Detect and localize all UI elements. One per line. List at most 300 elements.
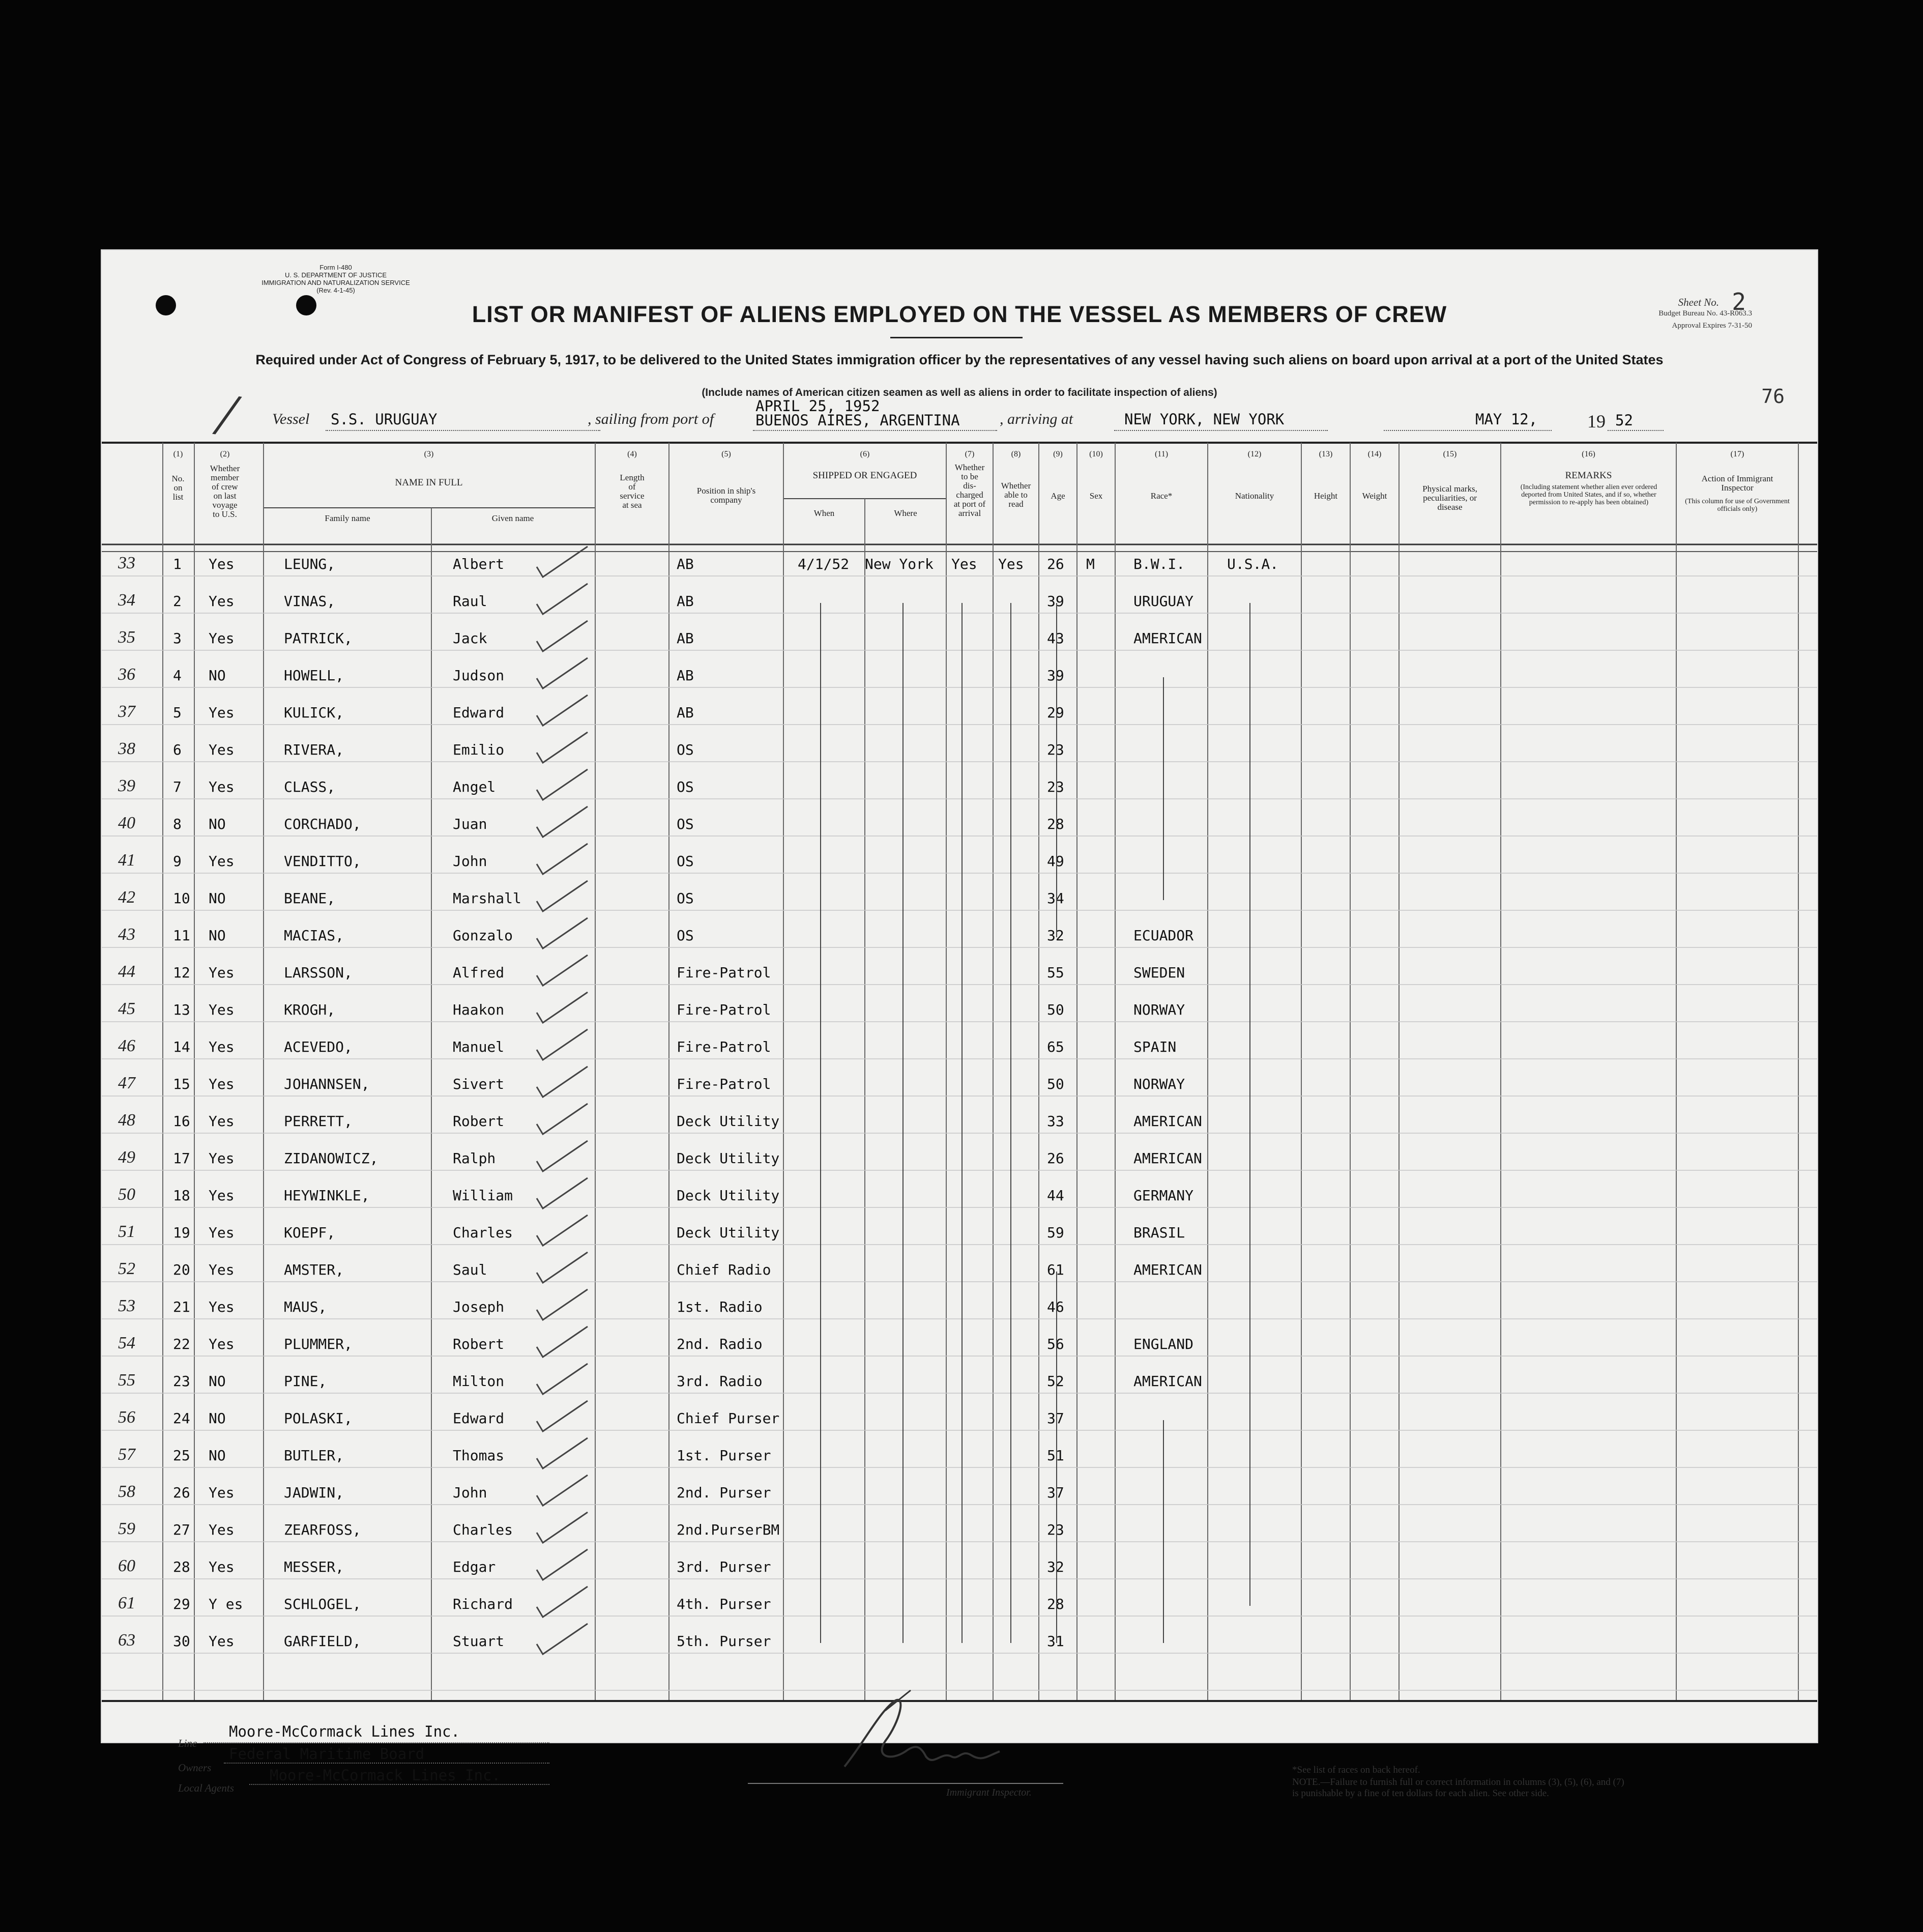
race: SWEDEN	[1133, 964, 1185, 981]
row-number: 11	[173, 927, 190, 944]
row-number: 26	[173, 1484, 190, 1501]
family-name: RIVERA,	[284, 741, 344, 758]
row-number: 9	[173, 853, 182, 870]
row-number: 25	[173, 1447, 190, 1464]
col-17-note: (This column for use of Government officials only)	[1685, 498, 1790, 513]
shipped-when: 4/1/52	[798, 556, 850, 572]
title-underline	[890, 337, 1023, 338]
position: Chief Purser	[677, 1410, 780, 1427]
position: Deck Utility	[677, 1150, 780, 1167]
ditto-mark	[1163, 677, 1164, 900]
given-name: Albert	[453, 556, 505, 572]
arriving-label: , arriving at	[1000, 411, 1073, 427]
previous-voyage: Yes	[209, 1039, 235, 1055]
col-4-number: (4)	[627, 450, 637, 458]
previous-voyage: NO	[209, 1410, 226, 1427]
row-margin-number: 35	[118, 628, 135, 647]
year-prefix: 19	[1587, 411, 1606, 431]
given-name: Alfred	[453, 964, 505, 981]
position: Deck Utility	[677, 1224, 780, 1241]
col-12-header: Nationality	[1235, 491, 1274, 501]
col-17-number: (17)	[1730, 450, 1744, 458]
previous-voyage: Y es	[209, 1596, 243, 1612]
row-number: 15	[173, 1076, 190, 1092]
col-9-header: Age	[1051, 491, 1065, 501]
row-margin-number: 42	[118, 888, 135, 907]
family-name: AMSTER,	[284, 1261, 344, 1278]
position: 5th. Purser	[677, 1633, 771, 1650]
col-1-number: (1)	[173, 450, 183, 458]
col-15-header: Physical marks, peculiarities, or disease	[1422, 484, 1477, 512]
family-name: PINE,	[284, 1373, 327, 1390]
row-margin-number: 52	[118, 1259, 135, 1278]
given-name: Sivert	[453, 1076, 505, 1092]
races-note: *See list of races on back hereof.	[1292, 1765, 1420, 1775]
row-margin-number: 63	[118, 1631, 135, 1650]
family-name: JOHANNSEN,	[284, 1076, 370, 1092]
row-margin-number: 49	[118, 1148, 135, 1167]
given-name: Stuart	[453, 1633, 505, 1650]
race: B.W.I.	[1133, 556, 1185, 572]
stamp-number: 76	[1761, 385, 1785, 408]
position: AB	[677, 556, 694, 572]
family-name: PLUMMER,	[284, 1336, 353, 1352]
owners-label: Owners	[178, 1762, 212, 1774]
position: OS	[677, 890, 694, 907]
position: OS	[677, 927, 694, 944]
age: 65	[1047, 1039, 1064, 1055]
col-8-header: Whether able to read	[1001, 481, 1031, 509]
row-number: 13	[173, 1001, 190, 1018]
row-number: 28	[173, 1559, 190, 1575]
row-number: 21	[173, 1299, 190, 1315]
col-7-header: Whether to be dis- charged at port of arrival	[953, 463, 986, 518]
previous-voyage: Yes	[209, 964, 235, 981]
row-margin-number: 39	[118, 776, 135, 795]
year-underline	[1608, 430, 1664, 431]
age: 23	[1047, 778, 1064, 795]
age: 28	[1047, 1596, 1064, 1612]
row-number: 10	[173, 890, 190, 907]
family-name: CLASS,	[284, 778, 336, 795]
row-number: 5	[173, 704, 182, 721]
age: 61	[1047, 1261, 1064, 1278]
previous-voyage: Yes	[209, 853, 235, 870]
given-name: Thomas	[453, 1447, 505, 1464]
col-7-number: (7)	[965, 450, 975, 458]
row-margin-number: 45	[118, 999, 135, 1018]
previous-voyage: Yes	[209, 1001, 235, 1018]
manifest-page	[101, 249, 1818, 1799]
race: ECUADOR	[1133, 927, 1194, 944]
col-17-header: Action of Immigrant Inspector	[1701, 474, 1773, 493]
table-rules	[102, 443, 1817, 1702]
row-margin-number: 56	[118, 1408, 135, 1427]
nationality: U.S.A.	[1227, 556, 1279, 572]
previous-voyage: NO	[209, 816, 226, 832]
given-name: William	[453, 1187, 513, 1204]
age: 44	[1047, 1187, 1064, 1204]
family-name: JADWIN,	[284, 1484, 344, 1501]
age: 26	[1047, 1150, 1064, 1167]
col-3-number: (3)	[424, 450, 434, 458]
col-1-header: No. on list	[171, 474, 185, 502]
row-number: 22	[173, 1336, 190, 1352]
given-name: Emilio	[453, 741, 505, 758]
family-name: KOEPF,	[284, 1224, 336, 1241]
given-name: Marshall	[453, 890, 521, 907]
previous-voyage: NO	[209, 927, 226, 944]
ditto-mark	[820, 603, 821, 1643]
previous-voyage: NO	[209, 1373, 226, 1390]
row-margin-number: 33	[118, 554, 135, 572]
family-name: GARFIELD,	[284, 1633, 361, 1650]
previous-voyage: NO	[209, 890, 226, 907]
vessel-label: Vessel	[272, 411, 310, 427]
row-number: 19	[173, 1224, 190, 1241]
position: AB	[677, 630, 694, 647]
previous-voyage: Yes	[209, 778, 235, 795]
age: 23	[1047, 741, 1064, 758]
position: 1st. Purser	[677, 1447, 771, 1464]
age: 55	[1047, 964, 1064, 981]
family-name: SCHLOGEL,	[284, 1596, 361, 1612]
row-margin-number: 40	[118, 814, 135, 832]
age: 51	[1047, 1447, 1064, 1464]
row-margin-number: 58	[118, 1482, 135, 1501]
family-name: HOWELL,	[284, 667, 344, 684]
given-name: Edward	[453, 1410, 505, 1427]
row-margin-number: 53	[118, 1296, 135, 1315]
col-13-header: Height	[1314, 491, 1338, 501]
age: 37	[1047, 1484, 1064, 1501]
previous-voyage: Yes	[209, 1113, 235, 1130]
form-number: Form I-480 U. S. DEPARTMENT OF JUSTICE IMMIGRATION AND NATURALIZATION SERVICE (Rev. 4-1-45)	[261, 264, 410, 294]
position: AB	[677, 704, 694, 721]
row-number: 17	[173, 1150, 190, 1167]
previous-voyage: Yes	[209, 1224, 235, 1241]
race: ENGLAND	[1133, 1336, 1194, 1352]
row-margin-number: 48	[118, 1111, 135, 1130]
sail-date: APRIL 25, 1952	[755, 397, 880, 415]
col-2-header: Whether member of crew on last voyage to U.S.	[210, 464, 240, 519]
col-11-number: (11)	[1154, 450, 1169, 458]
row-number: 3	[173, 630, 182, 647]
family-name: MESSER,	[284, 1559, 344, 1575]
given-name: Juan	[453, 816, 487, 832]
age: 46	[1047, 1299, 1064, 1315]
able-to-read: Yes	[998, 556, 1024, 572]
inspector-signature	[824, 1680, 1028, 1782]
row-margin-number: 60	[118, 1556, 135, 1575]
given-name: Charles	[453, 1224, 513, 1241]
row-margin-number: 57	[118, 1445, 135, 1464]
family-name: PERRETT,	[284, 1113, 353, 1130]
row-number: 12	[173, 964, 190, 981]
given-name: John	[453, 1484, 487, 1501]
col-4-header: Length of service at sea	[620, 473, 645, 510]
row-margin-number: 41	[118, 851, 135, 870]
given-name: Jack	[453, 630, 487, 647]
position: Deck Utility	[677, 1187, 780, 1204]
ditto-mark	[1163, 1420, 1164, 1643]
race: AMERICAN	[1133, 1150, 1202, 1167]
col-6-header: SHIPPED OR ENGAGED	[812, 470, 917, 481]
position: 3rd. Radio	[677, 1373, 763, 1390]
page-subtitle: Required under Act of Congress of February 5, 1917, to be delivered to the United States immigration officer by the representatives of any vessel having such aliens on board upon arrival at a port of the United States	[255, 352, 1664, 367]
position: Fire-Patrol	[677, 1001, 771, 1018]
previous-voyage: Yes	[209, 630, 235, 647]
previous-voyage: Yes	[209, 1261, 235, 1278]
position: 2nd.PurserBM	[677, 1521, 780, 1538]
previous-voyage: Yes	[209, 1633, 235, 1650]
col-3a-header: Family name	[325, 513, 370, 523]
given-name: Saul	[453, 1261, 487, 1278]
previous-voyage: Yes	[209, 741, 235, 758]
col-10-number: (10)	[1089, 450, 1103, 458]
family-name: ACEVEDO,	[284, 1039, 353, 1055]
line-underline	[203, 1742, 549, 1743]
family-name: LEUNG,	[284, 556, 336, 572]
col-16-number: (16)	[1582, 450, 1595, 458]
ditto-mark	[1056, 1272, 1057, 1643]
vessel-line	[102, 397, 1817, 436]
previous-voyage: Yes	[209, 1150, 235, 1167]
age: 26	[1047, 556, 1064, 572]
shipped-where: New York	[865, 556, 934, 572]
given-name: Manuel	[453, 1039, 505, 1055]
age: 50	[1047, 1001, 1064, 1018]
age: 56	[1047, 1336, 1064, 1352]
position: Fire-Patrol	[677, 1039, 771, 1055]
agents-value: Moore-McCormack Lines Inc.	[270, 1767, 501, 1784]
col-5-header: Position in ship's company	[696, 486, 756, 505]
family-name: BEANE,	[284, 890, 336, 907]
age: 33	[1047, 1113, 1064, 1130]
given-name: Milton	[453, 1373, 505, 1390]
col-10-header: Sex	[1089, 491, 1103, 501]
position: AB	[677, 593, 694, 610]
col-9-number: (9)	[1053, 450, 1063, 458]
row-margin-number: 43	[118, 925, 135, 944]
row-number: 1	[173, 556, 182, 572]
position: 2nd. Radio	[677, 1336, 763, 1352]
row-number: 4	[173, 667, 182, 684]
vessel-underline	[326, 430, 600, 431]
sheet-number: 2	[1732, 288, 1746, 315]
family-name: MAUS,	[284, 1299, 327, 1315]
col-14-number: (14)	[1367, 450, 1382, 458]
position: OS	[677, 816, 694, 832]
row-number: 2	[173, 593, 182, 610]
page-note: (Include names of American citizen seamen as well as aliens in order to facilitate inspection of aliens)	[702, 387, 1217, 398]
col-5-number: (5)	[721, 450, 731, 458]
given-name: Angel	[453, 778, 496, 795]
row-number: 18	[173, 1187, 190, 1204]
previous-voyage: Yes	[209, 556, 235, 572]
position: AB	[677, 667, 694, 684]
arrival-date: MAY 12,	[1475, 411, 1538, 428]
given-name: Edward	[453, 704, 505, 721]
row-number: 16	[173, 1113, 190, 1130]
given-name: Charles	[453, 1521, 513, 1538]
owners-value: Federal Maritime Board	[229, 1745, 425, 1763]
col-12-number: (12)	[1247, 450, 1262, 458]
budget-bureau-note: Budget Bureau No. 43-R063.3 Approval Expires 7-31-50	[1658, 309, 1752, 330]
family-name: HEYWINKLE,	[284, 1187, 370, 1204]
arrival-underline	[1114, 430, 1328, 431]
row-margin-number: 54	[118, 1334, 135, 1352]
family-name: KROGH,	[284, 1001, 336, 1018]
position: OS	[677, 853, 694, 870]
given-name: Robert	[453, 1113, 505, 1130]
age: 32	[1047, 927, 1064, 944]
row-margin-number: 59	[118, 1519, 135, 1538]
line-value: Moore-McCormack Lines Inc.	[229, 1723, 460, 1740]
row-margin-number: 36	[118, 665, 135, 684]
previous-voyage: NO	[209, 667, 226, 684]
row-number: 20	[173, 1261, 190, 1278]
given-name: Haakon	[453, 1001, 505, 1018]
owners-underline	[224, 1763, 549, 1764]
col-6-number: (6)	[860, 450, 870, 458]
given-name: Ralph	[453, 1150, 496, 1167]
row-number: 14	[173, 1039, 190, 1055]
previous-voyage: NO	[209, 1447, 226, 1464]
given-name: Raul	[453, 593, 487, 610]
age: 34	[1047, 890, 1064, 907]
row-margin-number: 50	[118, 1185, 135, 1204]
family-name: MACIAS,	[284, 927, 344, 944]
row-number: 29	[173, 1596, 190, 1612]
row-margin-number: 55	[118, 1371, 135, 1390]
row-margin-number: 61	[118, 1594, 135, 1612]
age: 50	[1047, 1076, 1064, 1092]
row-margin-number: 34	[118, 591, 135, 610]
check-mark-icon	[532, 1619, 593, 1664]
ditto-mark	[1056, 603, 1057, 937]
col-14-header: Weight	[1362, 491, 1387, 501]
col-15-number: (15)	[1443, 450, 1457, 458]
sailing-label: , sailing from port of	[588, 411, 714, 427]
sex: M	[1086, 556, 1095, 572]
col-3b-header: Given name	[491, 513, 534, 523]
penalty-note: NOTE.—Failure to furnish full or correct information in columns (3), (5), (6), and (7) is punishable by a fine of ten dollars for each alien. See other side.	[1292, 1777, 1624, 1799]
row-number: 30	[173, 1633, 190, 1650]
given-name: Richard	[453, 1596, 513, 1612]
race: AMERICAN	[1133, 630, 1202, 647]
previous-voyage: Yes	[209, 1336, 235, 1352]
agents-underline	[249, 1784, 549, 1785]
position: Fire-Patrol	[677, 1076, 771, 1092]
previous-voyage: Yes	[209, 1559, 235, 1575]
family-name: KULICK,	[284, 704, 344, 721]
position: 3rd. Purser	[677, 1559, 771, 1575]
given-name: Robert	[453, 1336, 505, 1352]
position: 1st. Radio	[677, 1299, 763, 1315]
age: 37	[1047, 1410, 1064, 1427]
previous-voyage: Yes	[209, 1484, 235, 1501]
row-number: 6	[173, 741, 182, 758]
col-11-header: Race*	[1150, 491, 1173, 501]
family-name: BUTLER,	[284, 1447, 344, 1464]
race: AMERICAN	[1133, 1261, 1202, 1278]
row-margin-number: 46	[118, 1036, 135, 1055]
row-margin-number: 37	[118, 702, 135, 721]
line-label: Line	[178, 1737, 197, 1749]
agents-label: Local Agents	[178, 1782, 234, 1794]
family-name: ZEARFOSS,	[284, 1521, 361, 1538]
family-name: CORCHADO,	[284, 816, 361, 832]
given-name: Gonzalo	[453, 927, 513, 944]
position: Deck Utility	[677, 1113, 780, 1130]
row-number: 24	[173, 1410, 190, 1427]
row-margin-number: 38	[118, 739, 135, 758]
previous-voyage: Yes	[209, 1521, 235, 1538]
position: Chief Radio	[677, 1261, 771, 1278]
col-6b-header: Where	[894, 508, 917, 518]
row-number: 23	[173, 1373, 190, 1390]
position: Fire-Patrol	[677, 964, 771, 981]
given-name: Edgar	[453, 1559, 496, 1575]
age: 32	[1047, 1559, 1064, 1575]
col-13-number: (13)	[1319, 450, 1333, 458]
sheet-label: Sheet No.	[1678, 296, 1720, 308]
age: 43	[1047, 630, 1064, 647]
given-name: Judson	[453, 667, 505, 684]
previous-voyage: Yes	[209, 593, 235, 610]
family-name: POLASKI,	[284, 1410, 353, 1427]
previous-voyage: Yes	[209, 1299, 235, 1315]
year-suffix: 52	[1615, 412, 1633, 429]
given-name: Joseph	[453, 1299, 505, 1315]
race: NORWAY	[1133, 1001, 1185, 1018]
row-margin-number: 47	[118, 1074, 135, 1092]
age: 39	[1047, 667, 1064, 684]
row-number: 7	[173, 778, 182, 795]
sailing-port: BUENOS AIRES, ARGENTINA	[755, 412, 960, 429]
family-name: VINAS,	[284, 593, 336, 610]
col-16-note: (Including statement whether alien ever ordered deported from United States, and if so, whether permission to re-apply has been obtained)	[1520, 483, 1657, 506]
age: 28	[1047, 816, 1064, 832]
col-6a-header: When	[813, 508, 835, 518]
race: AMERICAN	[1133, 1373, 1202, 1390]
family-name: ZIDANOWICZ,	[284, 1150, 378, 1167]
col-8-number: (8)	[1011, 450, 1021, 458]
vessel-name: S.S. URUGUAY	[331, 411, 438, 428]
port-underline	[753, 430, 997, 431]
position: OS	[677, 741, 694, 758]
family-name: VENDITTO,	[284, 853, 361, 870]
race: BRASIL	[1133, 1224, 1185, 1241]
previous-voyage: Yes	[209, 704, 235, 721]
col-3-header: NAME IN FULL	[395, 477, 463, 488]
crew-table	[102, 443, 1817, 1702]
position: OS	[677, 778, 694, 795]
ditto-mark	[1249, 603, 1250, 1606]
page-title: LIST OR MANIFEST OF ALIENS EMPLOYED ON THE VESSEL AS MEMBERS OF CREW	[472, 301, 1447, 327]
family-name: LARSSON,	[284, 964, 353, 981]
inspector-underline	[748, 1783, 1063, 1784]
age: 52	[1047, 1373, 1064, 1390]
pen-mark-icon: /	[213, 380, 240, 449]
discharged: Yes	[951, 556, 977, 572]
race: NORWAY	[1133, 1076, 1185, 1092]
row-number: 27	[173, 1521, 190, 1538]
row-margin-number: 44	[118, 962, 135, 981]
age: 29	[1047, 704, 1064, 721]
position: 2nd. Purser	[677, 1484, 771, 1501]
